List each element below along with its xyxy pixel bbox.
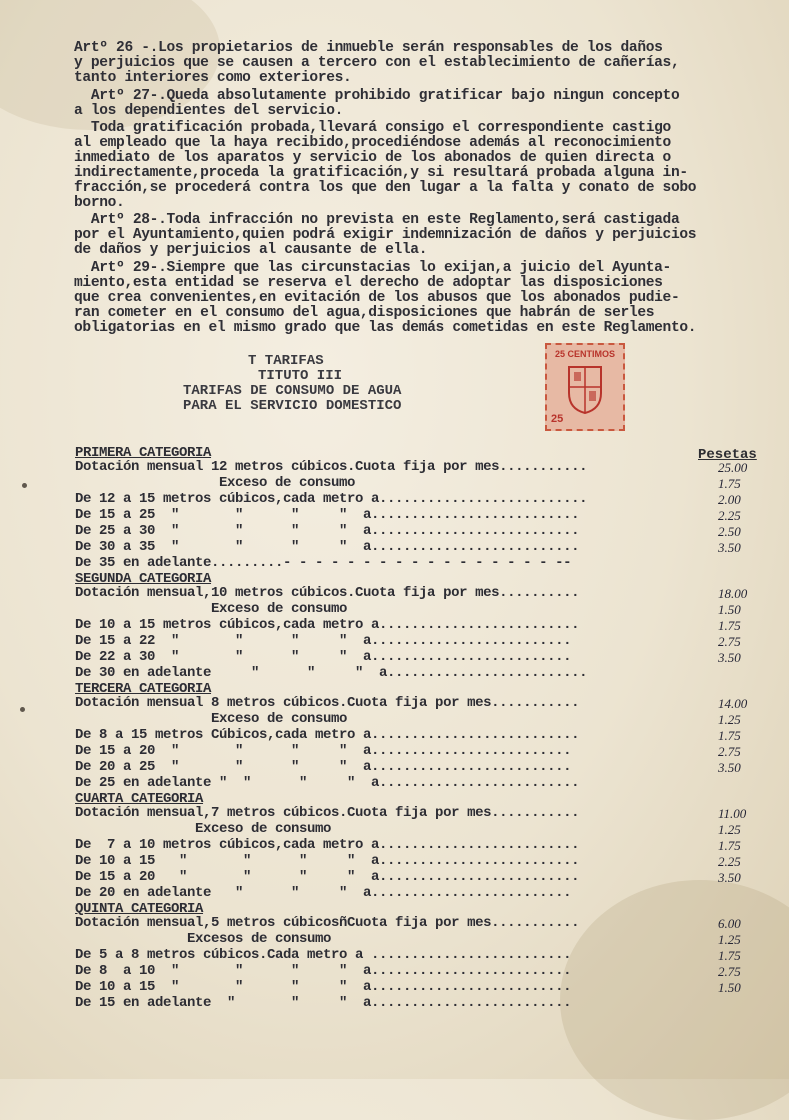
tariff-row: De 30 a 35 " " " " a.......................... (75, 539, 580, 555)
paper-hole (20, 707, 25, 712)
paragraph-line: indirectamente,proceda la gratificación,y si resultará probada alguna in- (74, 165, 688, 181)
paragraph-line: Artº 28-.Toda infracción no prevista en este Reglamento,será castigada (74, 212, 680, 228)
heading-consumo-agua: TARIFAS DE CONSUMO DE AGUA (183, 383, 402, 399)
price-value: 2.50 (718, 524, 741, 539)
category-heading: QUINTA CATEGORIA (75, 901, 204, 917)
paragraph-line: al empleado que la haya recibido,procediéndose además al reconocimiento (74, 135, 671, 151)
tariff-row: De 15 en adelante " " " a......................... (75, 995, 572, 1011)
paragraph-line: y perjuicios que se causen a tercero con el establecimiento de cañerías, (74, 55, 680, 71)
tariff-row: De 10 a 15 metros cúbicos,cada metro a......................... (75, 617, 580, 633)
price-value: 2.25 (718, 854, 741, 869)
tariff-row: Exceso de consumo (75, 475, 356, 491)
tariff-row: De 30 en adelante " " " a......................... (75, 665, 588, 681)
tariff-row: De 15 a 20 " " " " a......................... (75, 743, 572, 759)
price-value: 1.50 (718, 602, 741, 617)
tariff-row: De 25 a 30 " " " " a.......................... (75, 523, 580, 539)
price-value: 1.75 (718, 476, 741, 491)
heading-tarifas: T TARIFAS (248, 353, 324, 369)
price-value: 2.75 (718, 744, 741, 759)
paragraph-line: Artº 29-.Siempre que las circunstacias lo exijan,a juicio del Ayunta- (74, 260, 671, 276)
tariff-row: De 20 a 25 " " " " a......................... (75, 759, 572, 775)
price-value: 14.00 (718, 696, 748, 711)
price-value: 2.75 (718, 634, 741, 649)
heading-titulo: TITUTO III (258, 368, 343, 384)
stamp-value: 25 (551, 413, 564, 425)
paragraph-line: inmediato de los aparatos y servicio de los abonados de quien directa o (74, 150, 671, 166)
price-value: 1.25 (718, 822, 741, 837)
pesetas-header: Pesetas (698, 447, 757, 463)
paragraph-line: miento,esta entidad se reserva el derecho de adoptar las disposiciones (74, 275, 663, 291)
price-value: 1.75 (718, 838, 741, 853)
price-value: 1.25 (718, 712, 741, 727)
tariff-row: Dotación mensual,10 metros cúbicos.Cuota fija por mes.......... (75, 585, 580, 601)
tariff-row: Excesos de consumo (75, 931, 332, 947)
stamp-denomination: 25 CENTIMOS (554, 349, 615, 359)
paragraph-line: que crea convenientes,en evitación de los abusos que los abonados pudie- (74, 290, 680, 306)
price-value: 2.75 (718, 964, 741, 979)
price-value: 2.00 (718, 492, 741, 507)
paragraph-line: tanto interiores como exteriores. (74, 70, 352, 86)
tariff-row: De 5 a 8 metros cúbicos.Cada metro a ......................... (75, 947, 572, 963)
tariff-row: De 15 a 25 " " " " a.......................... (75, 507, 580, 523)
paragraph-line: Artº 27-.Queda absolutamente prohibido gratificar bajo ningun concepto (74, 88, 680, 104)
paragraph-line: Artº 26 -.Los propietarios de inmueble serán responsables de los daños (74, 40, 663, 56)
paragraph-line: Toda gratificación probada,llevará consigo el correspondiente castigo (74, 120, 671, 136)
price-value: 6.00 (718, 916, 741, 931)
tariff-row: Dotación mensual,5 metros cúbicosñCuota fija por mes........... (75, 915, 580, 931)
tax-stamp (545, 343, 625, 431)
price-value: 1.75 (718, 948, 741, 963)
heading-servicio-domestico: PARA EL SERVICIO DOMESTICO (183, 398, 402, 414)
paragraph-line: fracción,se procederá contra los que den lugar a la falta y conato de sobo (74, 180, 697, 196)
paper-hole (22, 483, 27, 488)
price-value: 1.75 (718, 728, 741, 743)
tariff-row: De 10 a 15 " " " " a......................... (75, 979, 572, 995)
tariff-row: De 15 a 20 " " " " a......................... (75, 869, 580, 885)
paragraph-line: a los dependientes del servicio. (74, 103, 344, 119)
price-value: 3.50 (718, 870, 741, 885)
price-value: 1.75 (718, 618, 741, 633)
tariff-row: De 7 a 10 metros cúbicos,cada metro a......................... (75, 837, 580, 853)
paragraph-line: por el Ayuntamiento,quien podrá exigir indemnización de daños y perjuicios (74, 227, 697, 243)
tariff-row: De 12 a 15 metros cúbicos,cada metro a.......................... (75, 491, 588, 507)
category-heading: CUARTA CATEGORIA (75, 791, 204, 807)
category-heading: SEGUNDA CATEGORIA (75, 571, 212, 587)
tariff-row: De 22 a 30 " " " " a......................... (75, 649, 572, 665)
tariff-row: De 8 a 15 metros Cúbicos,cada metro a.......................... (75, 727, 580, 743)
tariff-row: Exceso de consumo (75, 711, 348, 727)
paper-stain (560, 880, 789, 1120)
price-value: 3.50 (718, 760, 741, 775)
category-heading: PRIMERA CATEGORIA (75, 445, 212, 461)
price-value: 3.50 (718, 540, 741, 555)
paragraph-line: obligatorias en el mismo grado que las demás cometidas en este Reglamento. (74, 320, 697, 336)
price-value: 25.00 (718, 460, 748, 475)
coat-of-arms-icon (565, 363, 605, 415)
tariff-row: De 8 a 10 " " " " a......................... (75, 963, 572, 979)
price-value: 18.00 (718, 586, 748, 601)
tariff-row: Dotación mensual,7 metros cúbicos.Cuota fija por mes........... (75, 805, 580, 821)
tariff-row: Exceso de consumo (75, 601, 348, 617)
tariff-row: De 25 en adelante " " " " a......................... (75, 775, 580, 791)
category-heading: TERCERA CATEGORIA (75, 681, 212, 697)
tariff-row: Dotación mensual 8 metros cúbicos.Cuota fija por mes........... (75, 695, 580, 711)
tariff-row: De 20 en adelante " " " a......................... (75, 885, 572, 901)
price-value: 11.00 (718, 806, 747, 821)
tariff-row: Dotación mensual 12 metros cúbicos.Cuota fija por mes........... (75, 459, 588, 475)
price-value: 1.25 (718, 932, 741, 947)
price-value: 3.50 (718, 650, 741, 665)
tariff-row: De 10 a 15 " " " " a......................... (75, 853, 580, 869)
paragraph-line: ran cometer en el consumo del agua,disposiciones que habrán de serles (74, 305, 655, 321)
tariff-row: De 15 a 22 " " " " a......................... (75, 633, 572, 649)
paragraph-line: borno. (74, 195, 125, 211)
paragraph-line: de daños y perjuicios al causante de ella. (74, 242, 428, 258)
tariff-row: Exceso de consumo (75, 821, 332, 837)
price-value: 1.50 (718, 980, 741, 995)
tariff-row: De 35 en adelante.........- - - - - - - - - - - - - - - - - -- (75, 555, 572, 571)
price-value: 2.25 (718, 508, 741, 523)
